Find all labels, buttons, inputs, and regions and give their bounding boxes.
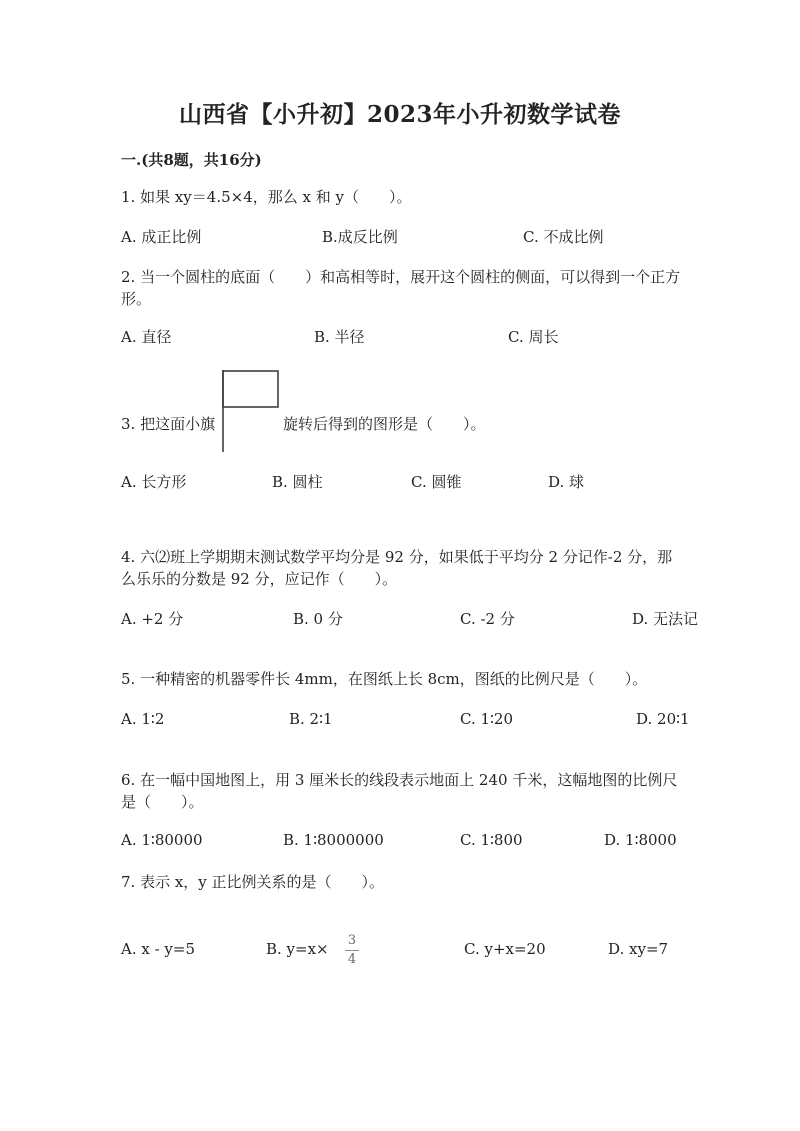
q2-option-c[interactable]: C. 周长 <box>508 328 559 346</box>
flag-figure <box>220 370 280 452</box>
page-title: 山西省【小升初】2023年小升初数学试卷 <box>178 101 621 128</box>
q7-option-c[interactable]: C. y+x=20 <box>464 940 546 958</box>
q1-option-c[interactable]: C. 不成比例 <box>523 228 604 246</box>
q7-option-a[interactable]: A. x - y=5 <box>121 940 196 958</box>
q3-option-a[interactable]: A. 长方形 <box>121 473 187 491</box>
question-5-stem: 5. 一种精密的机器零件长 4mm，在图纸上长 8cm，图纸的比例尺是（ ）。 <box>121 670 648 688</box>
question-4-stem: 4. 六⑵班上学期期末测试数学平均分是 92 分，如果低于平均分 2 分记作-2 分，那么乐乐的分数是 92 分，应记作（ ）。 <box>121 548 673 588</box>
q6-option-c[interactable]: C. 1∶800 <box>460 831 523 849</box>
question-3-stem-after: 旋转后得到的图形是（ ）。 <box>283 415 486 433</box>
q2-option-b[interactable]: B. 半径 <box>314 328 365 346</box>
q4-option-b[interactable]: B. 0 分 <box>293 610 343 628</box>
question-6-stem: 6. 在一幅中国地图上，用 3 厘米长的线段表示地面上 240 千米，这幅地图的比例尺是（ ）。 <box>121 771 678 811</box>
q4-option-c[interactable]: C. -2 分 <box>460 610 515 628</box>
q3-option-c[interactable]: C. 圆锥 <box>411 473 462 491</box>
fraction-numerator: 3 <box>347 933 357 948</box>
q4-option-a[interactable]: A. +2 分 <box>121 610 184 628</box>
q5-option-c[interactable]: C. 1∶20 <box>460 710 514 728</box>
q6-option-d[interactable]: D. 1∶8000 <box>604 831 677 849</box>
fraction-bar <box>345 950 359 951</box>
q3-option-b[interactable]: B. 圆柱 <box>272 473 323 491</box>
q4-option-d[interactable]: D. 无法记 <box>632 610 699 628</box>
question-1-stem: 1. 如果 xy＝4.5×4，那么 x 和 y（ ）。 <box>121 188 412 206</box>
q5-option-a[interactable]: A. 1∶2 <box>121 710 165 728</box>
q6-option-b[interactable]: B. 1∶8000000 <box>283 831 384 849</box>
q7-option-b[interactable]: B. y=x× <box>266 940 329 958</box>
question-7-stem: 7. 表示 x，y 正比例关系的是（ ）。 <box>121 873 385 891</box>
section-heading: 一.(共8题，共16分) <box>121 151 262 169</box>
q1-option-b[interactable]: B.成反比例 <box>322 228 398 246</box>
fraction-three-quarters <box>345 934 359 967</box>
q3-option-d[interactable]: D. 球 <box>548 473 585 491</box>
q7-option-d[interactable]: D. xy=7 <box>608 940 669 958</box>
q1-option-a[interactable]: A. 成正比例 <box>121 228 202 246</box>
fraction-denominator: 4 <box>347 952 357 967</box>
question-2-stem: 2. 当一个圆柱的底面（ ）和高相等时，展开这个圆柱的侧面，可以得到一个正方形。 <box>121 268 681 308</box>
q6-option-a[interactable]: A. 1∶80000 <box>121 831 203 849</box>
q5-option-b[interactable]: B. 2∶1 <box>289 710 333 728</box>
q2-option-a[interactable]: A. 直径 <box>121 328 172 346</box>
q5-option-d[interactable]: D. 20∶1 <box>636 710 690 728</box>
question-3-stem-before: 3. 把这面小旗 <box>121 415 216 433</box>
